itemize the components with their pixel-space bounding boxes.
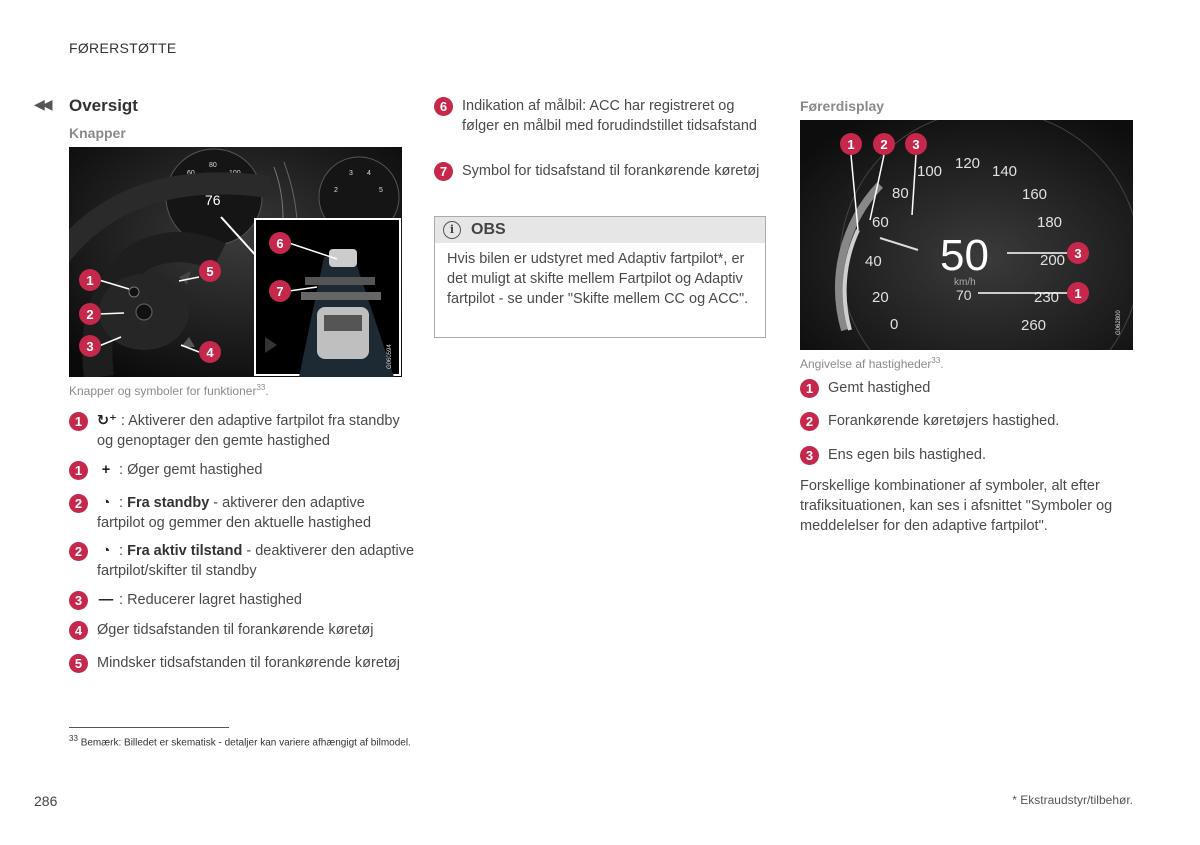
svg-text:140: 140 [992,163,1018,180]
indications-list [434,0,769,845]
list-item: 5 Mindsker tidsafstanden til forankørende køretøj [69,653,414,673]
svg-text:1: 1 [86,273,94,288]
svg-text:2: 2 [334,187,338,194]
svg-text:3: 3 [349,170,353,177]
svg-text:260: 260 [1021,317,1047,334]
minus-icon: — [98,592,114,608]
button-list [69,0,414,845]
svg-text:3: 3 [86,339,94,354]
speed-legend-list [800,0,1140,845]
badge: 3 [800,446,819,465]
obs-box [434,216,766,338]
svg-text:5: 5 [206,264,214,279]
svg-text:2: 2 [880,137,888,152]
obs-title: OBS [471,221,506,238]
badge: 2 [69,494,88,513]
obs-text: Hvis bilen er udstyret med Adaptiv fartpilot*, er det muligt at skifte mellem Fartpilot og Adaptiv fartpilot - se under "Skifte mellem CC og ACC". [447,251,749,307]
svg-text:120: 120 [237,187,249,194]
svg-text:40: 40 [179,187,187,194]
svg-text:230: 230 [1034,289,1060,306]
svg-text:120: 120 [955,155,981,172]
footnote-divider [69,727,229,728]
double-chevron-left-icon[interactable]: ◀◀ [34,96,50,112]
badge: 5 [69,654,88,673]
svg-text:5: 5 [379,187,383,194]
svg-text:7: 7 [276,284,284,299]
page-title: Oversigt [69,96,138,115]
speed-reading: 76 [205,192,221,208]
badge: 3 [69,591,88,610]
list-item: 2 ◔ : Fra standby - aktiverer den adaptive fartpilot og gemmer den aktuelle hastighed [69,493,414,533]
svg-text:60: 60 [872,214,889,231]
list-item: 1 ↻⁺ : Aktiverer den adaptive fartpilot fra standby og genoptager den gemte hastighed [69,411,414,451]
figure-code: G062800 [1116,310,1122,335]
current-speed: 50 [940,231,989,280]
badge: 1 [69,412,88,431]
list-item: 1 Gemt hastighed [800,378,1135,398]
plus-icon: + [101,462,111,478]
accessory-note: * Ekstraudstyr/tilbehør. [1012,793,1133,807]
list-item: 3 — : Reducerer lagret hastighed [69,590,414,610]
resume-icon: ↻⁺ [97,413,117,429]
badge: 2 [69,542,88,561]
badge: 1 [69,461,88,480]
list-item: 2 Forankørende køretøjers hastighed. [800,411,1135,431]
driver-display-paragraph: Forskellige kombinationer af symboler, alt efter trafiksituationen, kan ses i afsnittet "Symboler og meddelelser for den adaptive fartpilot". [800,478,1113,534]
list-item: 3 Ens egen bils hastighed. [800,445,1135,465]
driver-display-title: Førerdisplay [800,98,885,114]
svg-text:80: 80 [892,185,909,202]
svg-text:1: 1 [847,137,855,152]
figure-code: G060594 [387,344,393,369]
svg-text:1: 1 [1074,286,1082,301]
section-header: FØRERSTØTTE [69,40,177,56]
list-item: 7 Symbol for tidsafstand til forankørende køretøj [434,161,766,181]
gauge-icon: ◔ [101,543,111,559]
svg-text:40: 40 [865,253,882,270]
list-item: 1 + : Øger gemt hastighed [69,460,414,480]
svg-text:180: 180 [1037,214,1063,231]
svg-text:0: 0 [890,316,899,333]
svg-text:4: 4 [206,345,214,360]
svg-text:80: 80 [209,162,217,169]
badge: 6 [434,97,453,116]
svg-text:20: 20 [872,289,889,306]
svg-text:4: 4 [367,170,371,177]
svg-text:200: 200 [1040,252,1066,269]
svg-text:2: 2 [86,307,94,322]
list-item: 4 Øger tidsafstanden til forankørende køretøj [69,620,414,640]
subtitle-knapper: Knapper [69,125,126,141]
info-icon: i [443,221,461,239]
badge: 1 [800,379,819,398]
svg-text:100: 100 [229,170,241,177]
gauge-icon: ◔ [101,495,111,511]
obs-header [435,217,765,243]
list-item: 6 Indikation af målbil: ACC har registreret og følger en målbil med forudindstillet tidsafstand [434,96,766,136]
page-number: 286 [34,793,58,809]
svg-text:3: 3 [912,137,920,152]
svg-text:60: 60 [187,170,195,177]
figure-caption-display: Angivelse af hastigheder$^{33}$. [800,356,944,371]
set-speed: 70 [956,287,972,303]
list-item: 2 ◔ : Fra aktiv tilstand - deaktiverer den adaptive fartpilot/skifter til standby [69,541,414,581]
badge: 7 [434,162,453,181]
svg-text:3: 3 [1074,246,1082,261]
svg-text:160: 160 [1022,186,1048,203]
svg-text:6: 6 [276,236,284,251]
badge: 2 [800,412,819,431]
footnote: $^{33}$ Bemærk: Billedet er skematisk - detaljer kan variere afhængigt af bilmodel. [69,734,411,749]
svg-text:100: 100 [917,163,943,180]
figure-caption-buttons: Knapper og symboler for funktioner$^{33}$. [69,383,269,398]
badge: 4 [69,621,88,640]
speed-unit: km/h [954,277,976,288]
